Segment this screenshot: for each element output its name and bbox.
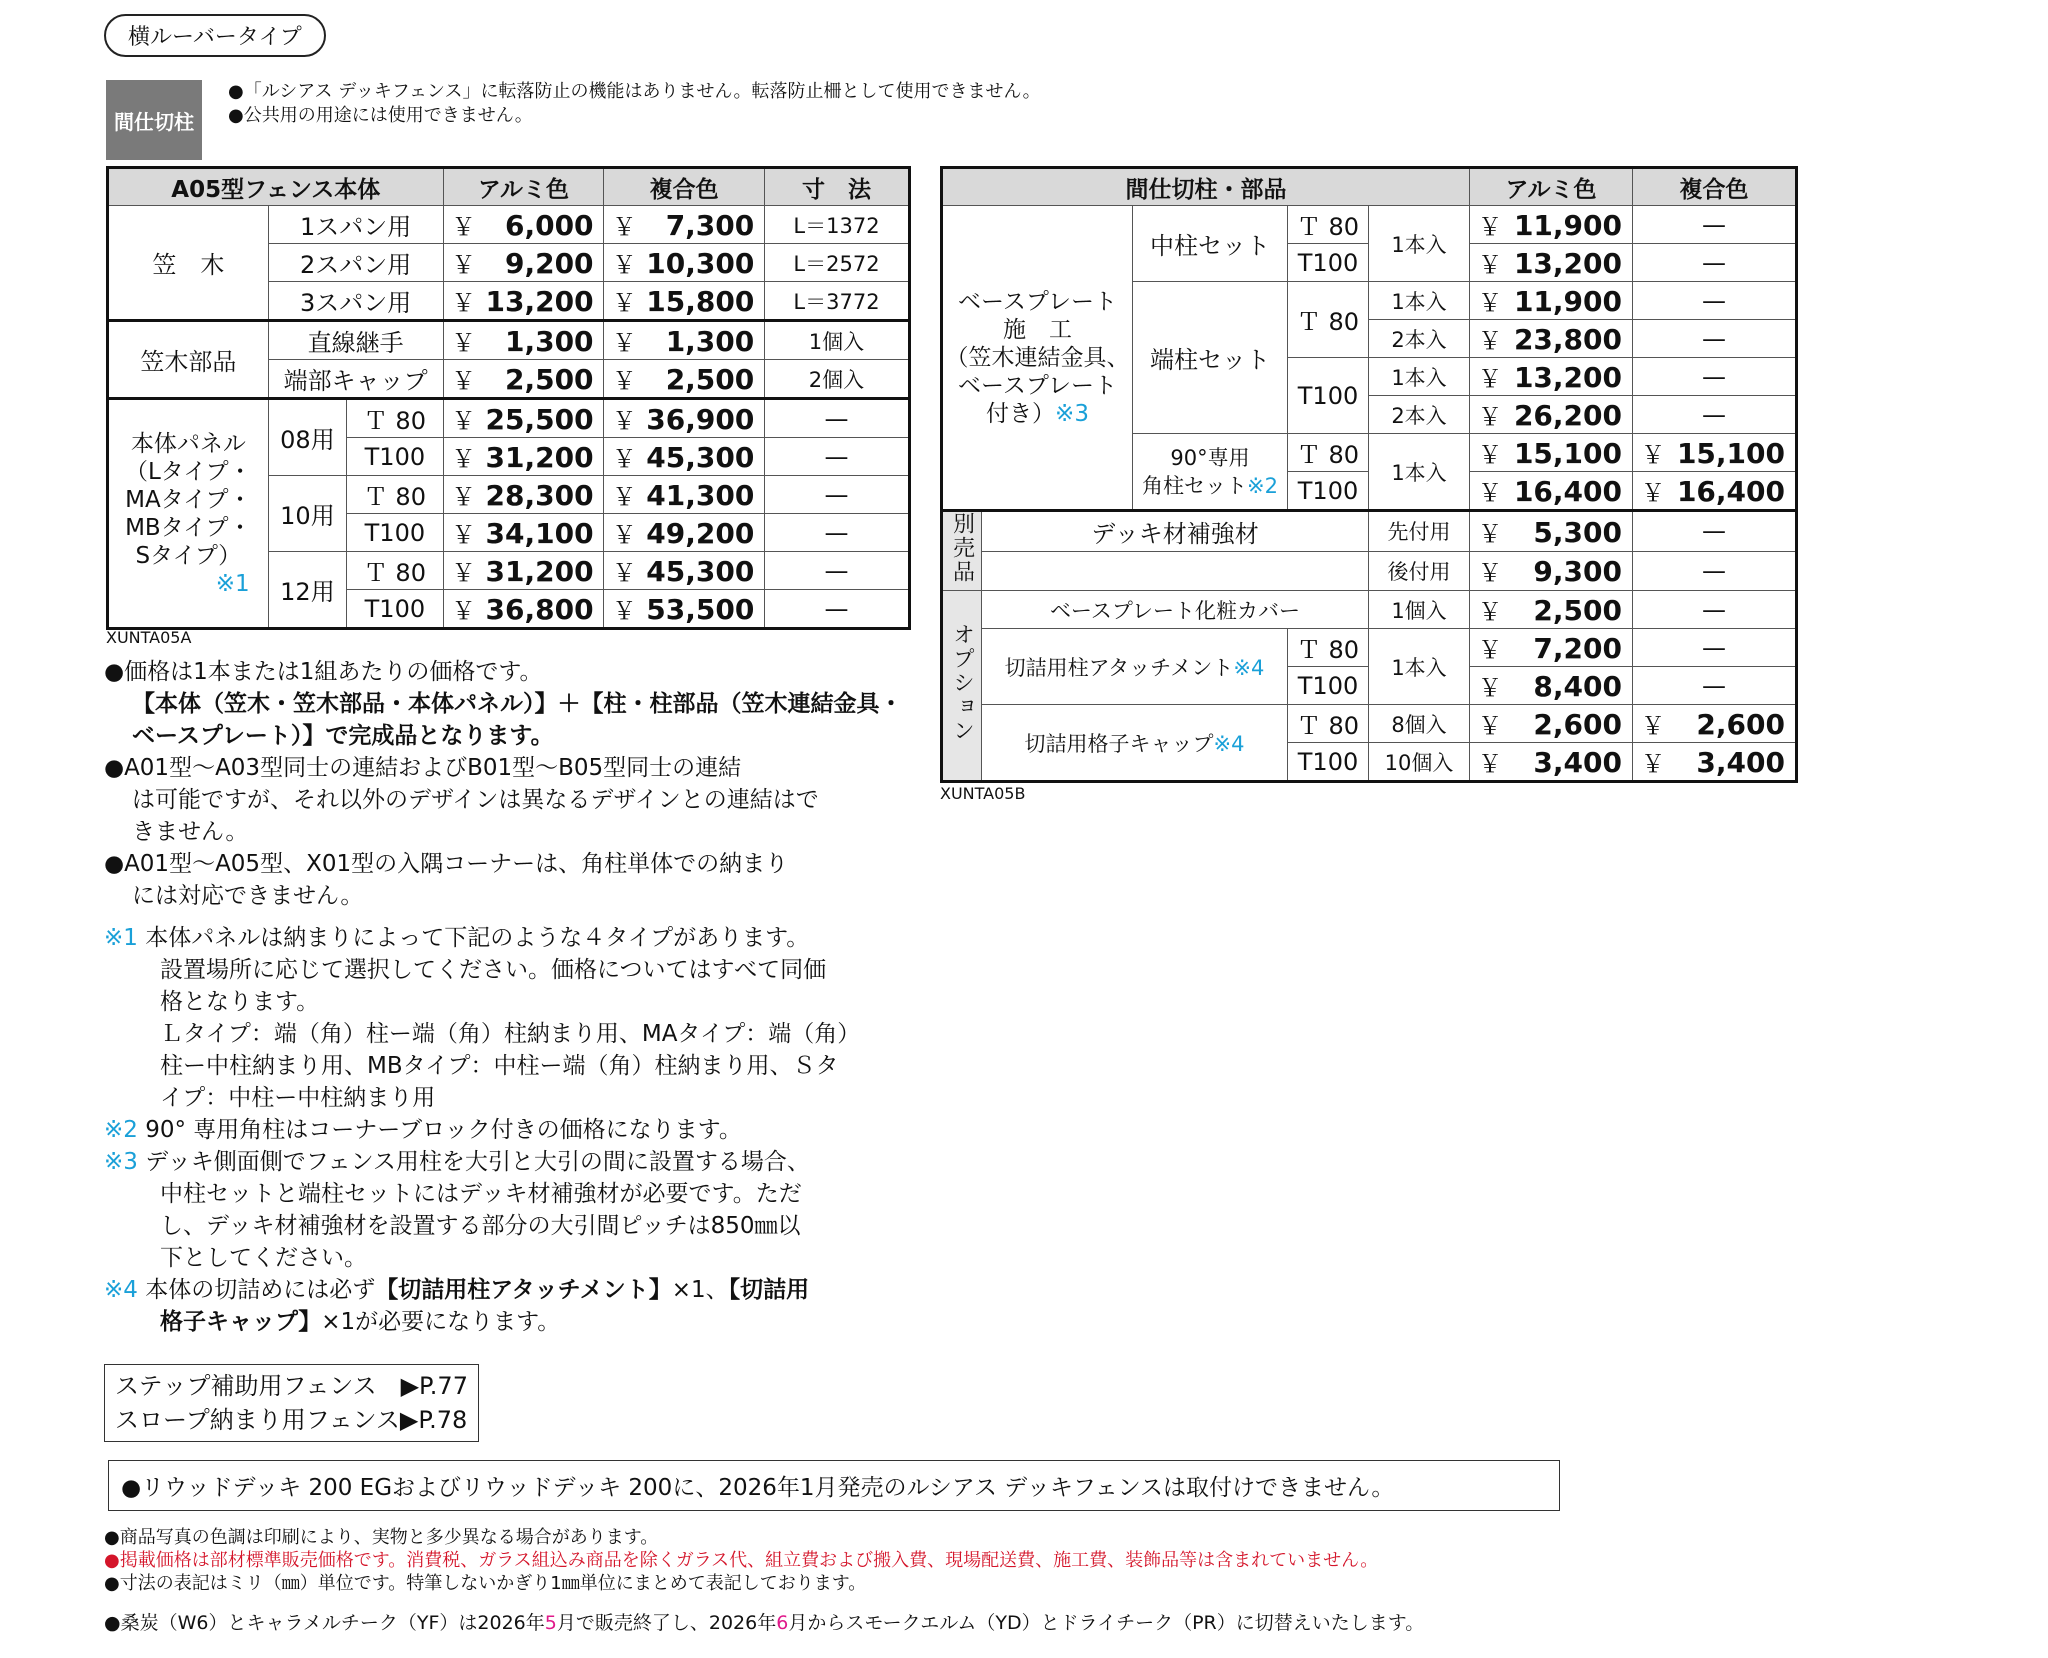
note-mark: ※4 [1233,655,1265,680]
note-line: ●価格は1本または1組あたりの価格です。 [104,659,543,685]
post-price-table [940,166,1798,783]
group-08: 08用 [268,399,347,476]
cell-dash: — [1633,358,1797,396]
note-line: ●A01型～A05型、X01型の入隅コーナーは、角柱単体での納まり [104,851,789,877]
cell-dash: — [1633,629,1797,667]
cell-type: 先付用 [1369,511,1470,552]
cell-dash: — [1633,551,1797,590]
cell-qty: 1本入 [1369,206,1470,282]
price-fukugo: ￥ 36,900 [604,399,765,438]
row-label-attach: 切詰用柱アタッチメント※4 [982,629,1288,705]
price-fukugo: ￥ 45,300 [604,552,765,590]
cell-thickness: T100 [347,514,443,552]
price-alumi: ￥ 36,800 [443,590,604,629]
cell-dash: — [764,399,909,438]
group-10: 10用 [268,476,347,552]
note-mark: ※4 [1213,731,1245,756]
col-header-fukugo: 複合色 [604,168,765,206]
price-alumi: ￥ 13,200 [443,282,604,321]
ref-step-fence[interactable]: ステップ補助用フェンス ▶P.77 [115,1372,468,1400]
cell-thickness: Ｔ 80 [1288,206,1369,244]
cell-qty: 2本入 [1369,396,1470,434]
cell-size: L＝2572 [764,244,909,282]
note-mark: ※2 [1247,473,1278,498]
cell-thickness: T100 [1288,667,1369,705]
footnote-2: ※2 90° 専用角柱はコーナーブロック付きの価格になります。 [104,1117,742,1143]
side-label-option: オプション [942,591,982,782]
row-label-kasagi: 笠 木 [108,206,269,321]
warning-line-1: ●「ルシアス デッキフェンス」に転落防止の機能はありません。転落防止柵として使用できません。 [228,81,1041,102]
price-alumi: ￥ 23,800 [1470,320,1633,358]
cell-thickness: Ｔ 80 [347,476,443,514]
price-alumi: ￥ 1,300 [443,321,604,360]
note-line: ●A01型～A03型同士の連結およびB01型～B05型同士の連結 [104,755,742,781]
table-code-b: XUNTA05B [940,784,1026,803]
note-line: には対応できません。 [132,883,364,909]
cell-thickness: Ｔ 80 [1288,282,1369,358]
cell-dash: — [1633,282,1797,320]
footer-line-4: ●桑炭（W6）とキャラメルチーク（YF）は2026年5月で販売終了し、2026年6月からスモークエルム（YD）とドライチーク（PR）に切替えいたします。 [104,1612,1425,1634]
fence-price-table [106,166,911,630]
note-line: 【本体（笠木・笠木部品・本体パネル）】＋【柱・柱部品（笠木連結金具・ [132,691,903,717]
price-fukugo: ￥ 41,300 [604,476,765,514]
cell-qty: 1本入 [1369,358,1470,396]
price-alumi: ￥ 9,200 [443,244,604,282]
row-label-cover: ベースプレート化粧カバー [982,591,1369,629]
cell-span: 3スパン用 [268,282,443,321]
warning-line-2: ●公共用の用途には使用できません。 [228,105,533,126]
cell-size: L＝3772 [764,282,909,321]
footnote-line: 中柱セットと端柱セットにはデッキ材補強材が必要です。ただ [160,1181,802,1207]
footnote-line: 格となります。 [160,989,320,1015]
price-fukugo: ￥ 53,500 [604,590,765,629]
footer-line-3: ●寸法の表記はミリ（㎜）単位です。特筆しないかぎり1㎜単位にまとめて表記しております。 [104,1573,867,1594]
col-header-size: 寸 法 [764,168,909,206]
cell-dash: — [764,438,909,476]
cell-qty: 1個入 [1369,591,1470,629]
price-alumi: ￥ 3,400 [1470,743,1633,782]
price-alumi: ￥ 2,600 [1470,705,1633,743]
table-code-a: XUNTA05A [106,628,192,647]
footnote-3: ※3 デッキ側面側でフェンス用柱を大引と大引の間に設置する場合、 [104,1149,810,1175]
cell-thickness: Ｔ 80 [1288,434,1369,472]
page-references [104,1364,479,1442]
note-mark: ※3 [1055,400,1089,427]
note-mark: ※1 [215,570,250,597]
cell-thickness: T100 [1288,358,1369,434]
cell-part: 端部キャップ [268,360,443,399]
row-label-kasagibuhin: 笠木部品 [108,321,269,399]
cell-dash: — [1633,396,1797,434]
price-alumi: ￥ 5,300 [1470,511,1633,552]
note-line: は可能ですが、それ以外のデザインは異なるデザインとの連結はで [132,787,819,813]
cell-dash: — [764,514,909,552]
cell-dash: — [764,590,909,629]
col-header-main: A05型フェンス本体 [108,168,444,206]
price-fukugo: ￥ 15,100 [1633,434,1797,472]
price-alumi: ￥ 13,200 [1470,358,1633,396]
footnote-line: し、デッキ材補強材を設置する部分の大引間ピッチは850㎜以 [160,1213,801,1239]
price-fukugo: ￥ 45,300 [604,438,765,476]
cell-size: L＝1372 [764,206,909,244]
cell-dash: — [764,476,909,514]
cell-dash: — [1633,591,1797,629]
cell-qty: 1個入 [764,321,909,360]
col-header-alumi: アルミ色 [1470,168,1633,206]
note-line: きません。 [132,819,249,845]
cell-thickness: Ｔ 80 [347,399,443,438]
category-tag: 間仕切柱 [106,80,202,160]
price-alumi: ￥ 16,400 [1470,472,1633,511]
ref-slope-fence[interactable]: スロープ納まり用フェンス▶P.78 [115,1406,468,1434]
footnote-line: 下としてください。 [160,1245,367,1271]
cell-thickness: T100 [1288,244,1369,282]
cell-qty: 8個入 [1369,705,1470,743]
cell-type: 後付用 [1369,551,1470,590]
footnote-line: イプ：中柱ー中柱納まり用 [160,1085,436,1111]
cell-thickness: Ｔ 80 [347,552,443,590]
price-alumi: ￥ 11,900 [1470,282,1633,320]
price-fukugo: ￥ 2,500 [604,360,765,399]
footnote-line: 柱ー中柱納まり用、MBタイプ：中柱ー端（角）柱納まり用、Ｓタ [160,1053,839,1079]
footnote-4: ※4 本体の切詰めには必ず【切詰用柱アタッチメント】×1、【切詰用 [104,1277,810,1303]
group-12: 12用 [268,552,347,629]
cell-qty: 10個入 [1369,743,1470,782]
price-fukugo: ￥ 10,300 [604,244,765,282]
price-fukugo: ￥ 7,300 [604,206,765,244]
price-alumi: ￥ 26,200 [1470,396,1633,434]
row-label-hashibashira: 端柱セット [1133,282,1288,434]
price-fukugo: ￥ 16,400 [1633,472,1797,511]
price-alumi: ￥ 15,100 [1470,434,1633,472]
price-alumi: ￥ 31,200 [443,552,604,590]
cell-dash: — [1633,320,1797,358]
footnote-line: Ｌタイプ：端（角）柱ー端（角）柱納まり用、MAタイプ：端（角） [160,1021,861,1047]
cell-dash: — [764,552,909,590]
cell-dash: — [1633,244,1797,282]
col-header-main: 間仕切柱・部品 [942,168,1470,206]
col-header-alumi: アルミ色 [443,168,604,206]
price-alumi: ￥ 31,200 [443,438,604,476]
row-label-panel: 本体パネル （Lタイプ・ MAタイプ・ MBタイプ・ Sタイプ） ※1 [108,399,269,629]
price-alumi: ￥ 11,900 [1470,206,1633,244]
cell-thickness: T100 [347,590,443,629]
price-alumi: ￥ 25,500 [443,399,604,438]
cell-qty: 1本入 [1369,282,1470,320]
cell-thickness: Ｔ 80 [1288,705,1369,743]
cell-thickness: T100 [1288,472,1369,511]
cell-thickness: Ｔ 80 [1288,629,1369,667]
side-label-betsubai: 別売品 [942,511,982,591]
price-alumi: ￥ 9,300 [1470,551,1633,590]
cell-dash: — [1633,206,1797,244]
row-label-baseplate: ベースプレート 施 工 （笠木連結金具、 ベースプレート 付き）※3 [942,206,1133,511]
footnote-line: 設置場所に応じて選択してください。価格についてはすべて同価 [160,957,827,983]
price-alumi: ￥ 7,200 [1470,629,1633,667]
price-fukugo: ￥ 49,200 [604,514,765,552]
cell-span: 1スパン用 [268,206,443,244]
row-label-hokyo-cont [982,551,1369,590]
footer-line-1: ●商品写真の色調は印刷により、実物と多少異なる場合があります。 [104,1527,659,1548]
price-alumi: ￥ 2,500 [443,360,604,399]
cell-part: 直線継手 [268,321,443,360]
price-fukugo: ￥ 1,300 [604,321,765,360]
cell-qty: 1本入 [1369,434,1470,511]
general-notes [104,656,904,1338]
cell-thickness: T100 [1288,743,1369,782]
price-alumi: ￥ 6,000 [443,206,604,244]
price-alumi: ￥ 13,200 [1470,244,1633,282]
cell-qty: 2個入 [764,360,909,399]
row-label-nakabashira: 中柱セット [1133,206,1288,282]
price-alumi: ￥ 2,500 [1470,591,1633,629]
price-fukugo: ￥ 15,800 [604,282,765,321]
row-label-cap: 切詰用格子キャップ※4 [982,705,1288,782]
cell-thickness: T100 [347,438,443,476]
price-fukugo: ￥ 2,600 [1633,705,1797,743]
price-alumi: ￥ 28,300 [443,476,604,514]
footnote-line: 格子キャップ】×1が必要になります。 [160,1309,561,1335]
type-label: 横ルーバータイプ [104,14,326,57]
price-fukugo: ￥ 3,400 [1633,743,1797,782]
compatibility-notice: ●リウッドデッキ 200 EGおよびリウッドデッキ 200に、2026年1月発売のルシアス デッキフェンスは取付けできません。 [108,1460,1560,1511]
price-alumi: ￥ 34,100 [443,514,604,552]
cell-qty: 1本入 [1369,629,1470,705]
row-label-kaku90: 90°専用 角柱セット※2 [1133,434,1288,511]
note-line: ベースプレート）】で完成品となります。 [132,723,554,749]
cell-dash: — [1633,667,1797,705]
row-label-hokyo: デッキ材補強材 [982,511,1369,552]
cell-qty: 2本入 [1369,320,1470,358]
price-alumi: ￥ 8,400 [1470,667,1633,705]
footnote-1: ※1 本体パネルは納まりによって下記のような４タイプがあります。 [104,925,810,951]
cell-span: 2スパン用 [268,244,443,282]
footer-line-2: ●掲載価格は部材標準販売価格です。消費税、ガラス組込み商品を除くガラス代、組立費および搬入費、現場配送費、施工費、装飾品等は含まれていません。 [104,1550,1379,1571]
col-header-fukugo: 複合色 [1633,168,1797,206]
cell-dash: — [1633,511,1797,552]
